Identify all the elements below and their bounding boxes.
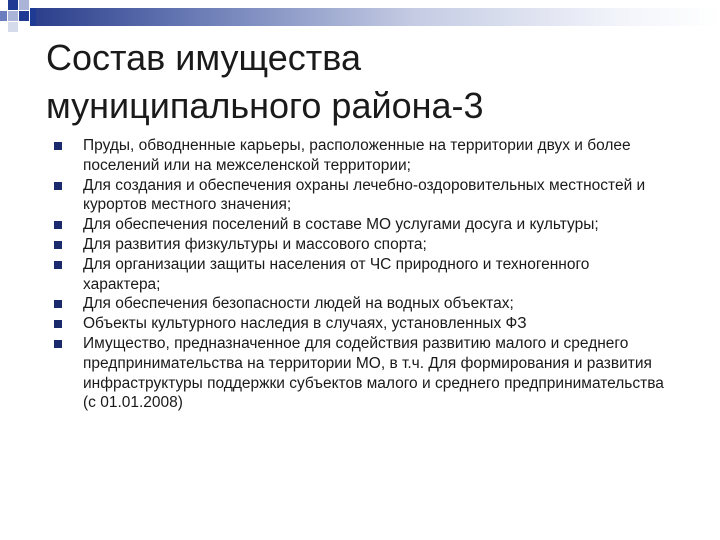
list-item bbox=[54, 235, 664, 255]
list-item-text: Для развития физкультуры и массового спорта; bbox=[83, 235, 427, 253]
list-item bbox=[54, 334, 664, 413]
square-bullet-icon bbox=[54, 300, 62, 308]
list-item-text: Для обеспечения безопасности людей на водных объектах; bbox=[83, 295, 514, 313]
list-item bbox=[54, 255, 664, 295]
decor-square bbox=[19, 0, 29, 10]
list-item-text: Пруды, обводненные карьеры, расположенные на территории двух и более поселений или на межселенской территории; bbox=[83, 137, 631, 174]
decor-square bbox=[8, 0, 18, 10]
bullet-list bbox=[54, 136, 664, 413]
list-item bbox=[54, 176, 664, 216]
header-gradient-band bbox=[36, 8, 720, 26]
square-bullet-icon bbox=[54, 221, 62, 229]
decor-square bbox=[8, 11, 18, 21]
decor-square bbox=[0, 11, 7, 21]
list-item-text: Объекты культурного наследия в случаях, установленных ФЗ bbox=[83, 315, 527, 333]
square-bullet-icon bbox=[54, 340, 62, 348]
square-bullet-icon bbox=[54, 320, 62, 328]
list-item-text: Для организации защиты населения от ЧС природного и техногенного характера; bbox=[83, 255, 590, 293]
square-bullet-icon bbox=[54, 261, 62, 269]
decor-square bbox=[19, 11, 29, 21]
list-item bbox=[54, 294, 664, 314]
square-bullet-icon bbox=[54, 142, 62, 150]
square-bullet-icon bbox=[54, 241, 62, 249]
slide-title-line: Состав имущества bbox=[46, 37, 361, 78]
decor-square bbox=[8, 22, 18, 32]
square-bullet-icon bbox=[54, 182, 62, 190]
slide-title-line: муниципального района-3 bbox=[46, 85, 484, 126]
list-item-text: Имущество, предназначенное для содействия развитию малого и среднего предпринимательства на территории МО, в т.ч. Для формирования и развития инфраструктуры поддержки субъектов малого и среднего предпринимательства (с 01.01.2008) bbox=[83, 334, 664, 412]
list-item bbox=[54, 136, 664, 176]
slide-title bbox=[46, 34, 686, 130]
list-item-text: Для обеспечения поселений в составе МО услугами досуга и культуры; bbox=[83, 216, 599, 234]
list-item-text: Для создания и обеспечения охраны лечебно-оздоровительных местностей и курортов местного значения; bbox=[83, 176, 646, 214]
list-item bbox=[54, 314, 664, 334]
list-item bbox=[54, 215, 664, 235]
